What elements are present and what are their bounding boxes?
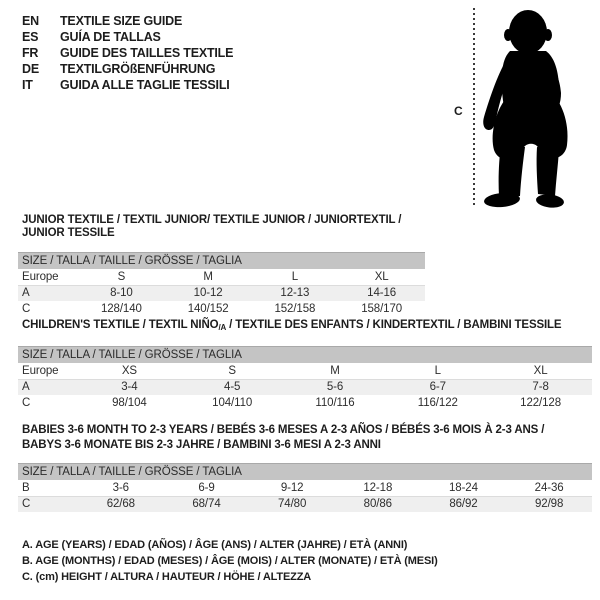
table-row [18, 285, 425, 301]
language-code: EN [22, 14, 39, 28]
babies-textile-section [18, 423, 592, 512]
row-label: Europe [18, 269, 78, 285]
value-cell: 18-24 [421, 480, 507, 496]
value-cell: 7-8 [532, 381, 549, 394]
row-label: Europe [18, 363, 78, 379]
size-header-bar: SIZE / TALLA / TAILLE / GRÖSSE / TAGLIA [18, 346, 592, 363]
size-cell: XS [78, 363, 181, 379]
value-cell: 128/140 [100, 303, 142, 315]
size-cell: S [78, 269, 165, 285]
size-cell: XL [338, 269, 425, 285]
size-cell: M [284, 363, 387, 379]
language-code: ES [22, 30, 39, 44]
size-cell: L [386, 363, 489, 379]
row-label: C [22, 303, 31, 315]
value-cell: 158/170 [361, 303, 403, 315]
childrens-textile-section [18, 319, 592, 411]
table-row [18, 363, 592, 379]
value-cell: 3-4 [121, 381, 138, 394]
size-cell: L [252, 269, 339, 285]
language-row-es [22, 29, 233, 45]
title-subscript: /A [218, 323, 227, 332]
childrens-table-title [18, 319, 592, 334]
note-age-months: B. AGE (MONTHS) / EDAD (MESES) / ÂGE (MOIS) / ALTER (MONATE) / ETÀ (MESI) [22, 555, 438, 567]
guide-title-en: TEXTILE SIZE GUIDE [60, 14, 183, 28]
value-cell: 14-16 [367, 287, 397, 300]
value-cell: 62/68 [106, 498, 135, 511]
junior-textile-section [18, 214, 425, 317]
value-cell: 12-18 [335, 480, 421, 496]
height-measure-line [473, 8, 475, 206]
babies-size-table [18, 480, 592, 512]
value-cell: 5-6 [326, 381, 344, 394]
table-row [18, 480, 592, 496]
value-cell: 140/152 [187, 303, 229, 315]
value-cell: 4-5 [224, 381, 241, 394]
value-cell: 98/104 [112, 397, 147, 409]
value-cell: 92/98 [535, 498, 564, 511]
title-line: BABIES 3-6 MONTH TO 2-3 YEARS / BEBÉS 3-6 MESES A 2-3 AÑOS / BÉBÉS 3-6 MOIS À 2-3 ANS / [22, 424, 545, 436]
value-cell: 104/110 [212, 397, 253, 409]
value-cell: 24-36 [506, 480, 592, 496]
guide-title-de: TEXTILGRÖßENFÜHRUNG [60, 62, 216, 76]
language-code: IT [22, 78, 33, 92]
size-cell: M [165, 269, 252, 285]
size-header-bar: SIZE / TALLA / TAILLE / GRÖSSE / TAGLIA [18, 252, 425, 269]
row-label: A [22, 381, 30, 394]
row-label: A [22, 287, 30, 300]
language-row-it [22, 77, 233, 93]
height-figure [440, 0, 600, 215]
value-cell: 80/86 [363, 498, 392, 511]
value-cell: 68/74 [192, 498, 221, 511]
size-cell: XL [489, 363, 592, 379]
value-cell: 12-13 [280, 287, 310, 300]
baby-silhouette-icon [480, 7, 570, 209]
row-label: C [22, 498, 31, 511]
note-height: C. (cm) HEIGHT / ALTURA / HAUTEUR / HÖHE / ALTEZZA [22, 571, 312, 583]
language-code: DE [22, 62, 39, 76]
language-list [22, 13, 233, 93]
value-cell: 86/92 [449, 498, 478, 511]
babies-table-title [18, 423, 592, 453]
value-cell: 6-9 [164, 480, 250, 496]
row-label: B [18, 480, 78, 496]
value-cell: 9-12 [249, 480, 335, 496]
value-cell: 122/128 [520, 397, 562, 409]
guide-title-es: GUÍA DE TALLAS [60, 30, 161, 44]
row-label: C [22, 397, 31, 409]
language-code: FR [22, 46, 39, 60]
title-text: CHILDREN'S TEXTILE / TEXTIL NIÑO [22, 319, 219, 331]
guide-title-fr: GUIDE DES TAILLES TEXTILE [60, 46, 234, 60]
childrens-size-table [18, 363, 592, 411]
table-row [18, 269, 425, 285]
note-age-years: A. AGE (YEARS) / EDAD (AÑOS) / ÂGE (ANS) / ALTER (JAHRE) / ETÀ (ANNI) [22, 539, 408, 551]
value-cell: 8-10 [110, 287, 133, 300]
value-cell: 152/158 [274, 303, 316, 315]
height-measure-label: C [454, 104, 463, 118]
title-text: / TEXTILE DES ENFANTS / KINDERTEXTIL / BAMBINI TESSILE [226, 319, 562, 331]
value-cell: 74/80 [278, 498, 307, 511]
language-row-fr [22, 45, 233, 61]
guide-title-it: GUIDA ALLE TAGLIE TESSILI [60, 78, 230, 92]
table-row [18, 379, 592, 395]
value-cell: 10-12 [193, 287, 223, 300]
junior-size-table [18, 269, 425, 317]
size-header-bar: SIZE / TALLA / TAILLE / GRÖSSE / TAGLIA [18, 463, 592, 480]
language-row-en [22, 13, 233, 29]
title-line: BABYS 3-6 MONATE BIS 2-3 JAHRE / BAMBINI 3-6 MESI A 2-3 ANNI [22, 439, 381, 451]
legend-notes [22, 537, 438, 585]
language-row-de [22, 61, 233, 77]
table-row [18, 395, 592, 411]
table-row [18, 301, 425, 317]
value-cell: 6-7 [429, 381, 446, 394]
table-row [18, 496, 592, 512]
value-cell: 116/122 [417, 397, 458, 409]
value-cell: 110/116 [315, 397, 355, 409]
value-cell: 3-6 [78, 480, 164, 496]
size-cell: S [181, 363, 284, 379]
junior-table-title: JUNIOR TEXTILE / TEXTIL JUNIOR/ TEXTILE JUNIOR / JUNIORTEXTIL / JUNIOR TESSILE [22, 214, 402, 239]
